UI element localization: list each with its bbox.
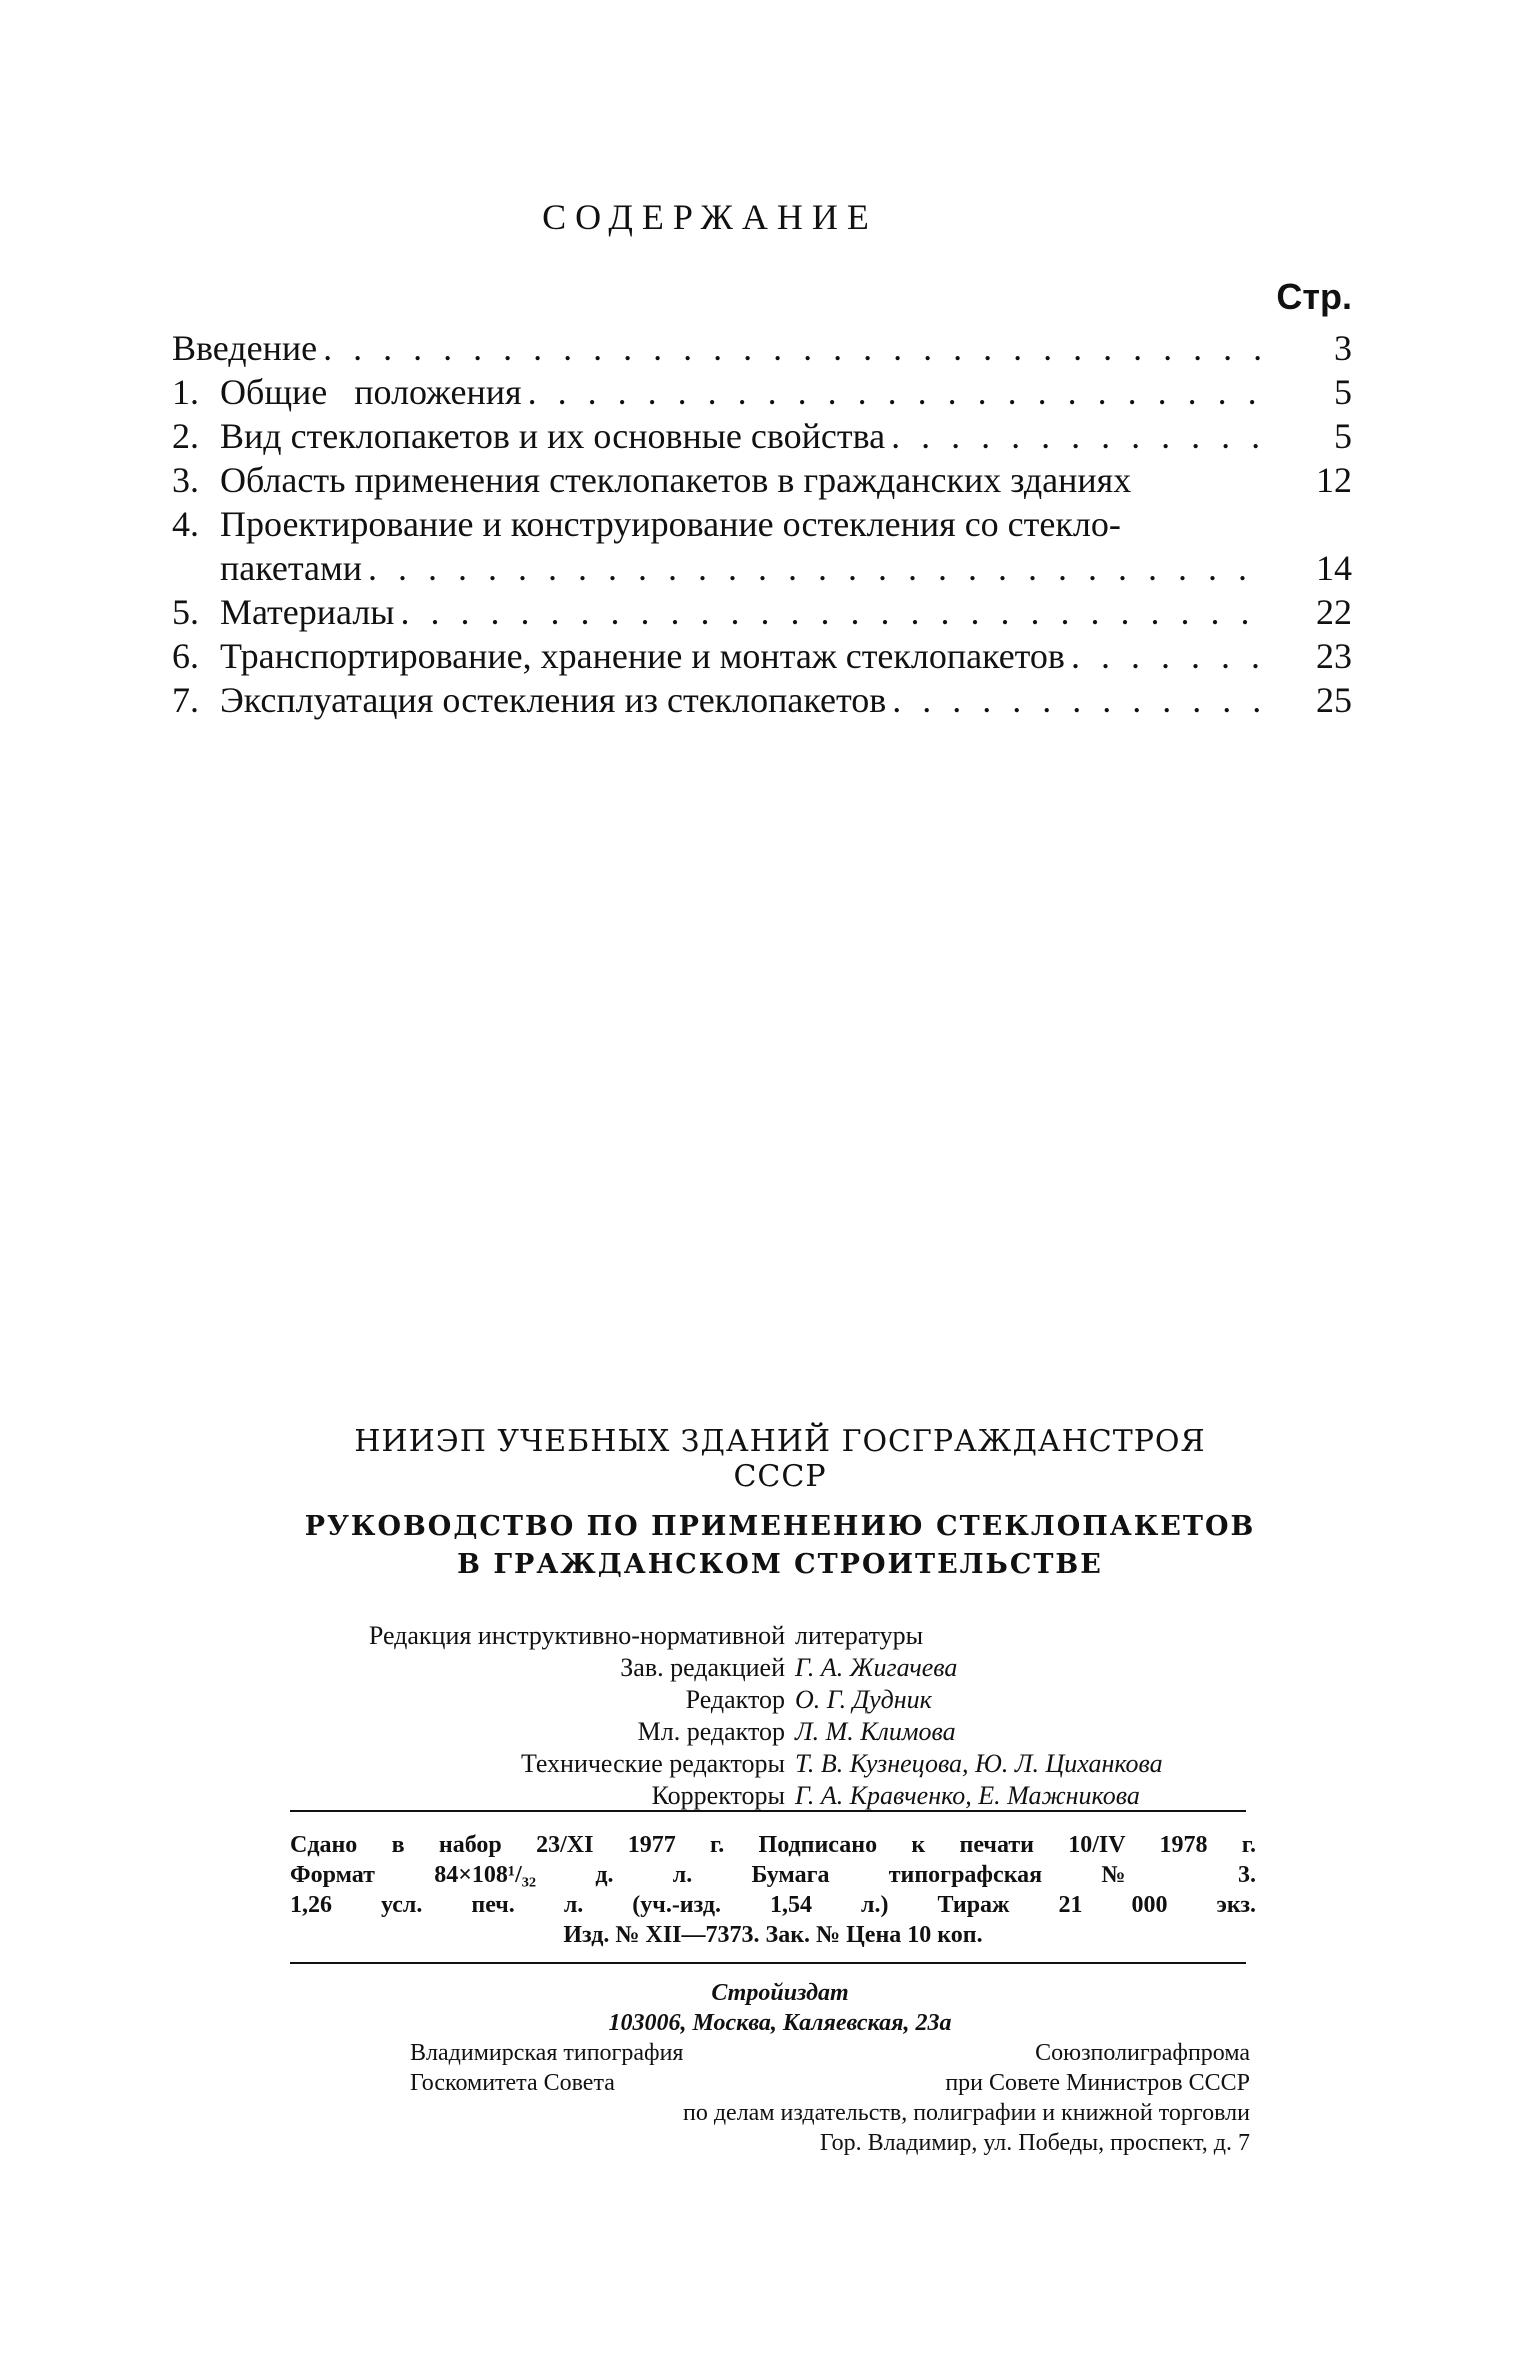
dot-leader — [892, 678, 1264, 722]
toc-entry-title: Вид стеклопакетов и их основные свойства — [220, 416, 886, 456]
credit-role: Мл. редактор — [637, 1717, 785, 1746]
page-title: СОДЕРЖАНИЕ — [542, 197, 878, 237]
toc-entry-page: 23 — [1316, 636, 1352, 676]
credit-line — [300, 1684, 1260, 1716]
credit-line — [300, 1780, 1260, 1812]
credit-name: Г. А. Кравченко, Е. Мажникова — [795, 1781, 1140, 1810]
toc-entry-number: 1. — [172, 372, 199, 412]
toc-entry-number: 2. — [172, 416, 199, 456]
print-line: Изд. № XII—7373. Зак. № Цена 10 коп. — [563, 1922, 983, 1948]
toc-entry-continuation — [172, 546, 1352, 590]
print-line: Формат 84×108¹/₃₂ д. л. Бумага типографская № 3. — [290, 1862, 1256, 1888]
toc-entry — [172, 370, 1352, 414]
typography-line — [300, 2038, 1260, 2068]
credit-line — [300, 1716, 1260, 1748]
toc-entry-page: 3 — [1334, 328, 1352, 368]
toc-entry-page: 14 — [1316, 548, 1352, 588]
credit-role: Технические редакторы — [520, 1749, 785, 1778]
credit-line — [300, 1652, 1260, 1684]
toc-entry — [172, 414, 1352, 458]
dot-leader — [891, 414, 1264, 458]
editorial-credits — [300, 1620, 1260, 1812]
toc-entry — [172, 502, 1352, 546]
toc-entry — [172, 634, 1352, 678]
print-line: 1,26 усл. печ. л. (уч.-изд. 1,54 л.) Тираж 21 000 экз. — [290, 1892, 1256, 1918]
toc-entry-page: 25 — [1316, 680, 1352, 720]
toc-entry — [172, 326, 1352, 370]
credit-role: Зав. редакцией — [620, 1653, 785, 1682]
toc-entry — [172, 590, 1352, 634]
dot-leader — [400, 590, 1264, 634]
toc-entry-title: Область применения стеклопакетов в гражданских зданиях — [220, 460, 1132, 500]
toc-entry-title: Эксплуатация остекления из стеклопакетов — [220, 680, 887, 720]
toc-entry — [172, 458, 1352, 502]
toc-entry-title: Транспортирование, хранение и монтаж стеклопакетов — [220, 636, 1065, 676]
typography-line — [300, 2128, 1260, 2158]
publisher-address: 103006, Москва, Каляевская, 23а — [608, 2010, 952, 2036]
credit-name: Л. М. Климова — [795, 1717, 956, 1746]
toc-entry-number: 3. — [172, 460, 199, 500]
credit-role: Редактор — [685, 1685, 785, 1714]
credit-line — [300, 1748, 1260, 1780]
credit-name: Г. А. Жигачева — [795, 1653, 958, 1682]
toc-entry — [172, 678, 1352, 722]
toc-entry-title: Общие положения — [220, 372, 522, 412]
print-details — [290, 1830, 1256, 1950]
credit-line — [300, 1620, 1260, 1652]
page-column-label: Стр. — [1276, 276, 1352, 317]
toc-entry-title: Материалы — [220, 592, 395, 632]
typography-line — [300, 2068, 1260, 2098]
toc-entry-page: 5 — [1334, 416, 1352, 456]
credit-name: Т. В. Кузнецова, Ю. Л. Циханкова — [795, 1749, 1163, 1778]
toc-entry-page: 22 — [1316, 592, 1352, 632]
dot-leader — [368, 546, 1264, 590]
toc-entry-number: 7. — [172, 680, 199, 720]
credit-name: О. Г. Дудник — [795, 1685, 932, 1714]
organization-name: НИИЭП УЧЕБНЫХ ЗДАНИЙ ГОСГРАЖДАНСТРОЯ СССР — [354, 1424, 1206, 1494]
publisher-name: Стройиздат — [711, 1980, 849, 2006]
credit-role: Редакция инструктивно-нормативной — [368, 1621, 785, 1650]
book-title — [300, 1508, 1260, 1584]
typography-right: Гор. Владимир, ул. Победы, проспект, д. 7 — [819, 2130, 1250, 2156]
divider — [290, 1810, 1246, 1812]
toc-entry-number: 4. — [172, 504, 199, 544]
toc-entry-number: 6. — [172, 636, 199, 676]
toc-entry-title: Введение — [172, 328, 318, 368]
dot-leader — [528, 370, 1264, 414]
toc-entry-title-cont: пакетами — [220, 548, 363, 588]
dot-leader — [1071, 634, 1264, 678]
toc-entry-page: 12 — [1316, 460, 1352, 500]
credit-name: литературы — [795, 1621, 924, 1650]
toc-entry-number: 5. — [172, 592, 199, 632]
print-line: Сдано в набор 23/XI 1977 г. Подписано к печати 10/IV 1978 г. — [290, 1832, 1256, 1858]
typography-line — [300, 2098, 1260, 2128]
table-of-contents — [172, 268, 1352, 722]
typography-left: Госкомитета Совета — [410, 2070, 615, 2096]
typography-right: Союзполиграфпрома — [1035, 2040, 1250, 2066]
credit-role: Корректоры — [651, 1781, 785, 1810]
publisher-info — [300, 1978, 1260, 2158]
toc-entry-page: 5 — [1334, 372, 1352, 412]
book-title-line: РУКОВОДСТВО ПО ПРИМЕНЕНИЮ СТЕКЛОПАКЕТОВ — [304, 1511, 1256, 1542]
typography-left: Владимирская типография — [410, 2040, 684, 2066]
typography-right: по делам издательств, полиграфии и книжной торговли — [683, 2100, 1250, 2126]
book-title-line: В ГРАЖДАНСКОМ СТРОИТЕЛЬСТВЕ — [457, 1549, 1103, 1580]
divider — [290, 1962, 1246, 1964]
dot-leader — [323, 326, 1264, 370]
toc-entry-title: Проектирование и конструирование остекления со стекло- — [220, 504, 1121, 544]
typography-right: при Совете Министров СССР — [945, 2070, 1250, 2096]
